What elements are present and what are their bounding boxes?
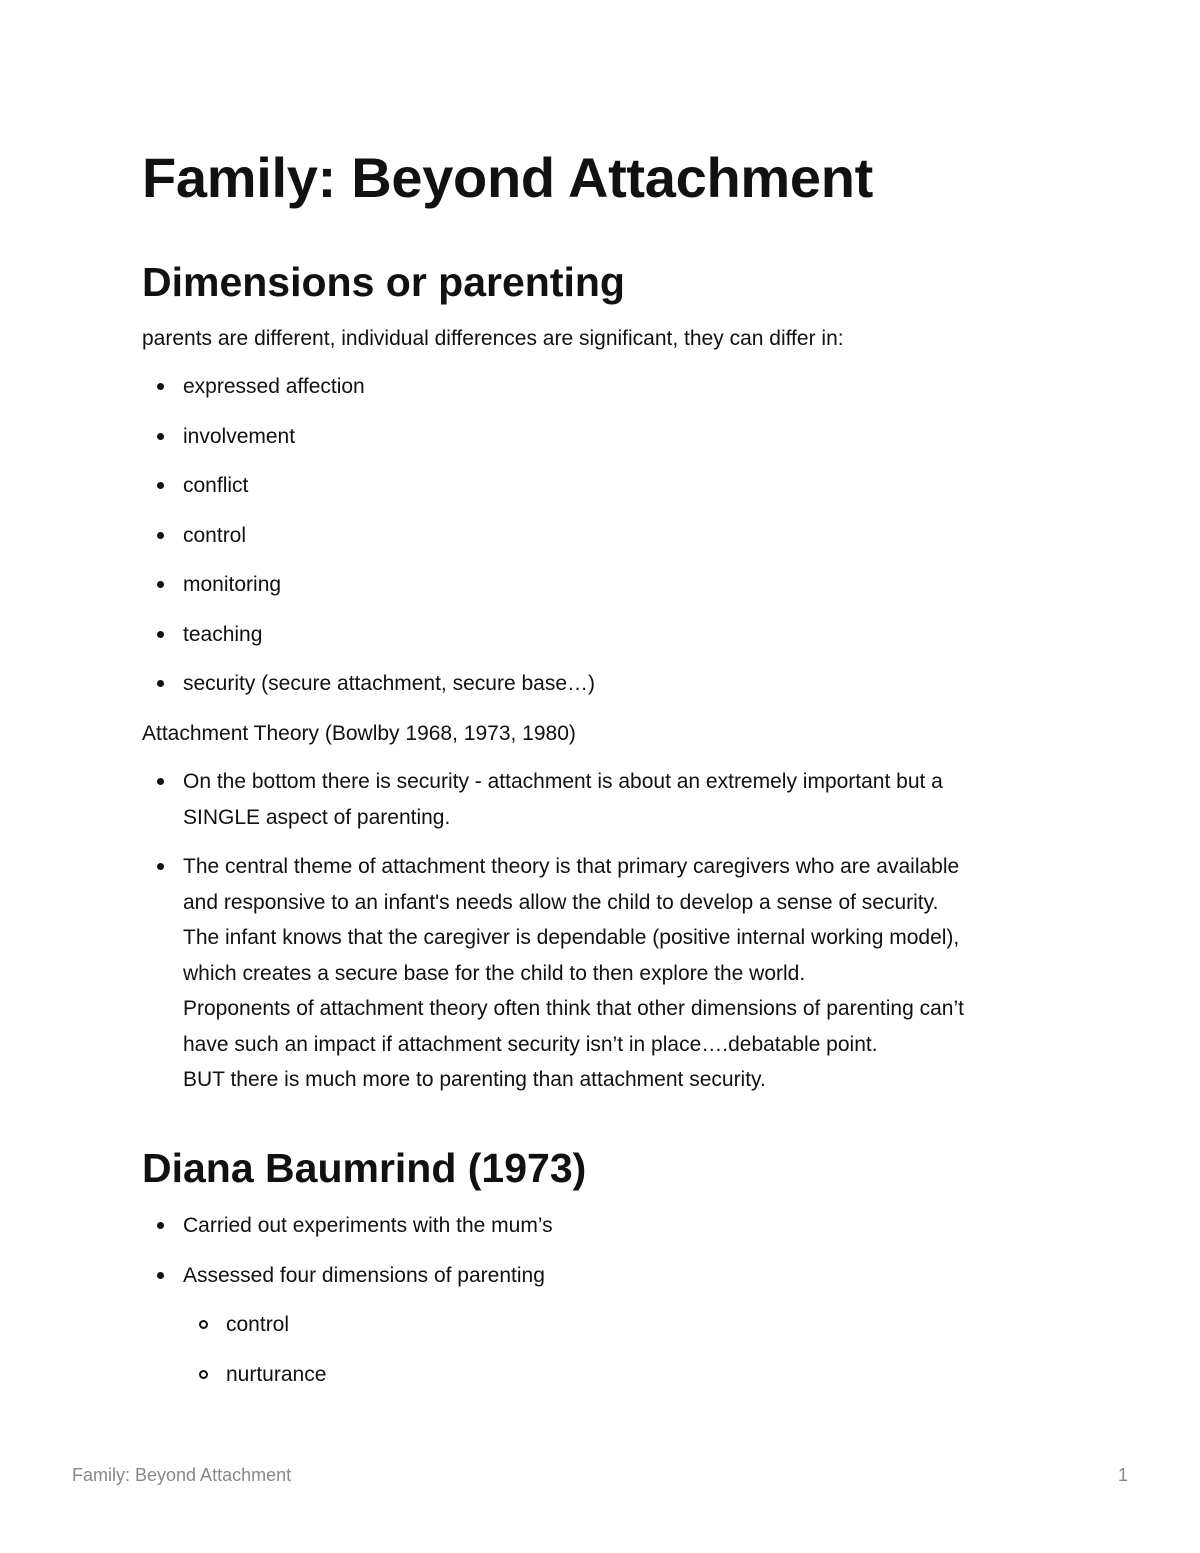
list-item: teaching [142,617,1082,667]
list-item: security (secure attachment, secure base…) [142,666,1082,716]
baumrind-sub-list [142,1307,1082,1406]
text-line: Proponents of attachment theory often think that other dimensions of parenting can’t [183,997,964,1020]
baumrind-list [142,1208,1082,1307]
dimensions-list [142,369,1082,716]
section-heading-dimensions: Dimensions or parenting [142,259,625,305]
sub-list-item: control [142,1307,1082,1357]
attachment-theory-paragraph: Attachment Theory (Bowlby 1968, 1973, 1980) [142,722,576,745]
list-item: control [142,518,1082,568]
section-heading-baumrind: Diana Baumrind (1973) [142,1145,587,1191]
list-item: involvement [142,419,1082,469]
text-line: BUT there is much more to parenting than attachment security. [183,1068,766,1091]
footer-title: Family: Beyond Attachment [72,1465,292,1485]
list-item: Carried out experiments with the mum’s [142,1208,1082,1258]
document-title: Family: Beyond Attachment [142,146,873,209]
text-line: which creates a secure base for the child to then explore the world. [183,961,806,985]
text-line: On the bottom there is security - attachment is about an extremely important but a [183,770,943,793]
text-line: The infant knows that the caregiver is dependable (positive internal working model), [183,926,960,949]
text-line: and responsive to an infant's needs allow the child to develop a sense of security. [183,890,939,914]
intro-paragraph: parents are different, individual differences are significant, they can differ in: [142,327,844,350]
list-item [142,849,1082,1098]
text-line: The central theme of attachment theory is that primary caregivers who are available [183,855,960,878]
list-item [142,764,1082,835]
list-item: monitoring [142,567,1082,617]
list-item: conflict [142,468,1082,518]
list-item: Assessed four dimensions of parenting [142,1258,1082,1308]
list-item: expressed affection [142,369,1082,419]
text-line: SINGLE aspect of parenting. [183,805,451,829]
text-line: have such an impact if attachment security isn’t in place….debatable point. [183,1032,878,1056]
sub-list-item: nurturance [142,1357,1082,1407]
page-number: 1 [1117,1465,1128,1485]
attachment-list [142,764,1082,1112]
